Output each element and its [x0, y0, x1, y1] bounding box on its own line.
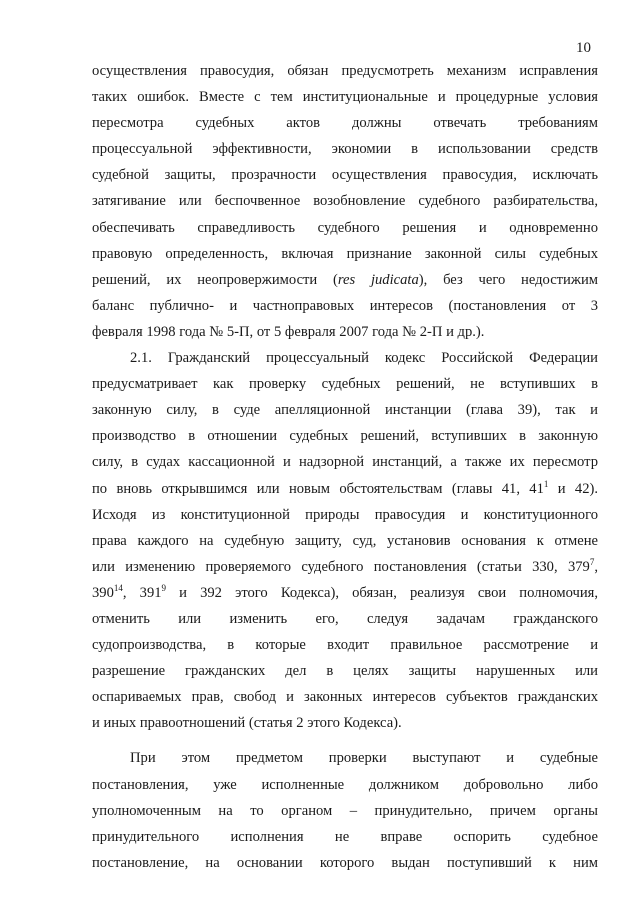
paragraph-1	[92, 58, 598, 345]
text-line: законную силу, в суде апелляционной инстанции (глава 39), так и	[92, 402, 598, 419]
text-line: 2.1. Гражданский процессуальный кодекс Российской Федерации	[130, 350, 598, 367]
text-fragment: решений, их неопровержимости (	[92, 271, 338, 288]
text-line: процессуальной эффективности, экономии в использовании средств	[92, 141, 598, 158]
text-line: судопроизводства, в которые входит правильное рассмотрение и	[92, 637, 598, 654]
text-line	[92, 267, 598, 293]
text-line: баланс публично- и частноправовых интересов (постановления от 3	[92, 297, 598, 314]
text-line: разрешение гражданских дел в целях защиты нарушенных или	[92, 663, 598, 680]
text-line: обеспечивать справедливость судебного решения и одновременно	[92, 219, 598, 236]
text-fragment: ), без чего недостижим	[418, 271, 598, 288]
document-body	[92, 58, 598, 876]
text-line: пересмотра судебных актов должны отвечать требованиям	[92, 115, 598, 132]
text-fragment: по вновь открывшимся или новым обстоятельствам (главы 41, 41	[92, 480, 544, 497]
superscript: 1	[543, 478, 549, 489]
paragraph-3	[92, 745, 598, 875]
superscript: 9	[161, 583, 167, 594]
text-line: производство в отношении судебных решений, вступивших в законную	[92, 428, 598, 445]
text-line: судебной защиты, прозрачности осуществления правосудия, исключать	[92, 167, 598, 184]
text-line: Исходя из конституционной природы правосудия и конституционного	[92, 506, 598, 523]
text-fragment: или изменению проверяемого судебного постановления (статьи 330, 379	[92, 558, 590, 575]
text-fragment: и 42).	[548, 480, 598, 497]
text-line	[92, 554, 598, 580]
text-fragment: 390	[92, 584, 114, 601]
paragraph-2	[92, 345, 598, 736]
text-line: постановления, уже исполненные должником добровольно либо	[92, 776, 598, 793]
superscript: 14	[113, 583, 123, 594]
superscript: 7	[589, 556, 595, 567]
text-line: правовую определенность, включая признание законной силы судебных	[92, 245, 598, 262]
text-line: права каждого на судебную защиту, суд, установив основания к отмене	[92, 532, 598, 549]
text-fragment: и 392 этого Кодекса), обязан, реализуя свои полномочия,	[166, 584, 598, 601]
latin-term: res judicata	[337, 271, 419, 288]
text-line: февраля 1998 года № 5-П, от 5 февраля 2007 года № 2-П и др.).	[92, 323, 485, 340]
text-line: При этом предметом проверки выступают и судебные	[130, 750, 598, 767]
text-line: уполномоченным на то органом – принудительно, причем органы	[92, 802, 598, 819]
text-line: осуществления правосудия, обязан предусмотреть механизм исправления	[92, 63, 598, 79]
text-line: силу, в судах кассационной и надзорной инстанций, а также их пересмотр	[92, 454, 598, 471]
text-line: таких ошибок. Вместе с тем институциональные и процедурные условия	[92, 89, 598, 106]
text-line: оспариваемых прав, свобод и законных интересов субъектов гражданских	[92, 689, 598, 706]
text-line: принудительного исполнения не вправе оспорить судебное	[92, 828, 598, 845]
text-fragment: , 391	[122, 584, 162, 601]
text-line: и иных правоотношений (статья 2 этого Кодекса).	[92, 715, 402, 732]
text-line	[92, 476, 598, 502]
page-number: 10	[576, 40, 591, 56]
text-line	[92, 580, 598, 606]
text-line: постановление, на основании которого выдан поступивший к ним	[92, 854, 598, 871]
text-line: затягивание или беспочвенное возобновление судебного разбирательства,	[92, 193, 598, 210]
text-fragment: ,	[594, 558, 598, 575]
text-line: предусматривает как проверку судебных решений, не вступивших в	[92, 376, 598, 393]
text-line: отменить или изменить его, следуя задачам гражданского	[92, 610, 598, 627]
